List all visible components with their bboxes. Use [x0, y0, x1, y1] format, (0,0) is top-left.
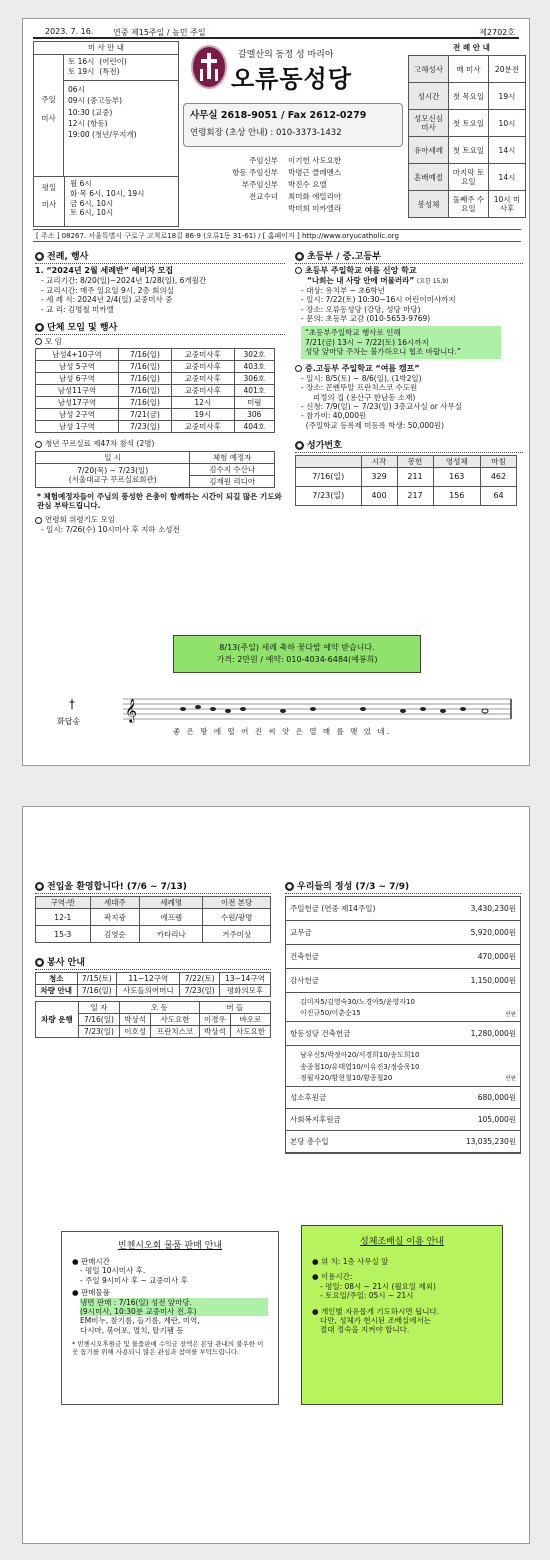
clergy-role: 부주임신부 — [241, 180, 278, 189]
adoration-title: 성체조배실 이용 안내 — [360, 1237, 444, 1247]
rites-cell: 첫 토요일 — [448, 110, 488, 137]
meeting-cell: 7/16(일) — [118, 361, 171, 373]
rites-cell: 유아세례 — [409, 137, 449, 164]
meeting-row — [36, 397, 275, 409]
hymn-cell: 64 — [480, 487, 516, 506]
rites-cell: 10시 — [488, 110, 525, 137]
hymn-header — [296, 456, 517, 468]
meeting-cell: 남성17구역 — [36, 397, 119, 409]
groups-heading: ● 단체 모임 및 행사 — [35, 320, 285, 335]
clergy-list — [208, 155, 341, 215]
meeting-cell: 403호 — [234, 361, 274, 373]
funeral-contact: 연령회장 (초상 안내) : 010-3373-1432 — [190, 128, 342, 138]
sale-noodle-time: (9시미사, 10:30분 교중미사 전.후) — [80, 1307, 268, 1316]
meeting-cell: 7/21(금) — [118, 409, 171, 421]
unit-label: 만원 — [505, 1076, 516, 1083]
hymn-cell: 7/16(일) — [296, 468, 362, 487]
ring-icon — [295, 365, 302, 372]
adoration-box — [301, 1225, 503, 1405]
bulletin-date: 2023. 7. 16. — [45, 27, 94, 36]
cursillo-note: * 체험예정자들이 주님의 풍성한 은총이 함께하는 시간이 되길 많은 기도와 관심 부탁드립니다. — [37, 491, 282, 511]
meeting-cell: 남성4+10구역 — [36, 349, 119, 361]
meetings-subtitle: 모 임 — [45, 336, 62, 346]
offering-amount: 470,000원 — [477, 952, 516, 961]
sale-items-2: 다시마, 볶어포, 멸치, 탈기팸 등 — [80, 1325, 184, 1335]
welcome-cell: 곽지광 — [90, 909, 140, 926]
meeting-cell: 401호 — [234, 385, 274, 397]
liturgy-heading: ● 전례, 행사 — [35, 249, 285, 264]
office-phone: 사무실 2618-9051 / Fax 2612-0279 — [190, 110, 367, 121]
rites-cell: 10시 미사후 — [488, 191, 525, 218]
mass-schedule: 미 사 안 내 주일 미사 토 16시 (어린이) 토 19시 (특전) 06시 09시 (중고등부) 10:30 (교중) 12시 (항동) 19:00 (청년/무지개) 평일 미사 월 6시 화·목 6시, 10시, 19시 금 6시, 10시 토 6시, 10시 — [33, 41, 179, 227]
donor-line: 송종철10/유태엽10/이유진3/정승욱10 — [300, 1062, 420, 1071]
hymn-heading: ● 성가번호 — [295, 438, 523, 453]
parking-notice-line: 성당 앞마당 주차는 불가하오니 협조 바랍니다.” — [305, 347, 461, 357]
rites-row — [409, 137, 526, 164]
offering-heading: ● 우리들의 정성 (7/3 ~ 7/9) — [285, 879, 521, 894]
sale-noodle: 냉면 판매 : 7/16(일) 성전 앞마당. — [80, 1298, 268, 1307]
meeting-cell: 남성 1구역 — [36, 421, 119, 433]
welcome-header-cell: 이전 본당 — [203, 897, 271, 909]
weekday-label: 평일 — [41, 183, 57, 192]
baptism-class-line: - 세 례 식: 2024년 2/4(일) 교중미사 중 — [41, 295, 173, 305]
meeting-cell: 7/23(일) — [118, 421, 171, 433]
meeting-cell: 교중미사후 — [172, 349, 235, 361]
meeting-cell: 남성 6구역 — [36, 373, 119, 385]
welcome-table — [35, 896, 271, 943]
bullet-icon: ● — [286, 883, 293, 890]
offering-label: 교무금 — [290, 928, 312, 937]
rites-title: 전 례 안 내 — [453, 43, 490, 52]
prayer-title: 연령회 위령기도 모임 — [45, 515, 115, 525]
adoration-note-2: 다만, 성체가 현시된 조배실에서는 — [320, 1315, 431, 1325]
adoration-weekend: - 토요일/주일: 05시 ~ 21시 — [320, 1291, 414, 1301]
offering-donors — [286, 1046, 520, 1087]
parking-notice-line: 7/21(금) 13시 ~ 7/22(토) 16시까지 — [305, 337, 429, 347]
offering-amount: 680,000원 — [477, 1092, 516, 1102]
meeting-cell: 남성 5구역 — [36, 361, 119, 373]
hymn-cell: 211 — [397, 468, 433, 487]
offering-amount: 105,000원 — [477, 1114, 516, 1124]
offering-label: 항동성당 건축헌금 — [290, 1029, 351, 1039]
flower-line-2: 가격: 2만원 / 예약: 010-4034-6484(예봉희) — [216, 655, 378, 664]
meeting-row — [36, 361, 275, 373]
offering-row — [286, 1022, 520, 1046]
parking-notice-line: “초등부주일학교 행사로 인해 — [305, 328, 401, 338]
weekday-mass-list — [70, 179, 144, 218]
welcome-cell: 수원/광명 — [203, 909, 271, 926]
summer-school-line: - 장소: 오류동성당 (강당, 성당 마당) — [301, 304, 421, 314]
parish-logo — [191, 45, 227, 89]
sale-items-label: 판매물품 — [80, 1288, 110, 1298]
cross-icon: † — [69, 697, 75, 711]
offering-label: 주일헌금 (연중 제14주일) — [290, 904, 376, 913]
rites-cell: 혼배예절 — [409, 164, 449, 191]
meeting-cell: 7/16(일) — [118, 397, 171, 409]
offering-label: 건축헌금 — [290, 952, 319, 961]
issue-number: 제2702호 — [479, 28, 515, 37]
donor-line: 이진규50/이춘순15 — [300, 1009, 361, 1018]
ring-icon — [295, 267, 302, 274]
baptism-class-line: - 교리기간: 8/20(일)~2024년 1/28(일), 6개월간 — [41, 276, 207, 286]
welcome-header-cell: 세대주 — [90, 897, 140, 909]
welcome-header-cell: 세례명 — [140, 897, 203, 909]
adoration-note-3: 절대 정숙을 지켜야 합니다. — [320, 1325, 410, 1335]
rites-cell: 매 미사 — [448, 56, 488, 83]
hymn-header-cell: 마침 — [480, 456, 516, 468]
rites-cell: 성시간 — [409, 83, 449, 110]
psalm-lyrics: 좋 은 땅 에 떨 어 진 씨 앗 은 열 매 를 맺 었 네. — [173, 727, 392, 736]
hymn-header-cell: 영성체 — [433, 456, 480, 468]
welcome-section — [35, 879, 271, 1038]
psalm-label: 화답송 — [57, 717, 81, 726]
summer-camp-details — [295, 374, 523, 430]
meeting-row — [36, 409, 275, 421]
rites-row — [409, 191, 526, 218]
summer-camp-line: (주일학교 등록제 미등록 학생: 50,000원) — [301, 420, 445, 430]
rites-cell: 봉성체 — [409, 191, 449, 218]
bullet-icon: ● — [72, 1257, 81, 1266]
mass-title: 미 사 안 내 — [34, 42, 178, 55]
bullet-icon: ● — [36, 883, 43, 890]
bullet-icon: ● — [296, 442, 303, 450]
rites-cell: 둘째주 수요일 — [448, 191, 488, 218]
rites-row — [409, 83, 526, 110]
bullet-icon: ● — [312, 1257, 321, 1266]
baptism-class-title: 1. “2024년 2월 세례반” 예비자 모집 — [35, 266, 174, 275]
bulletin-week: 연중 제15주일 / 농민 주일 — [113, 28, 206, 37]
welcome-cell: 에프렘 — [140, 909, 203, 926]
clergy-item — [208, 167, 341, 179]
meeting-cell: 19시 — [172, 409, 235, 421]
rites-cell: 고해성사 — [409, 56, 449, 83]
sale-time-weekday: - 평일 10시미사 후. — [80, 1266, 146, 1276]
summer-school-details — [295, 286, 523, 324]
rites-cell: 19시 — [488, 83, 525, 110]
sunday-mass-item: 06시 — [68, 85, 85, 94]
hymn-header-cell — [296, 456, 362, 468]
meeting-cell: 남성11구역 — [36, 385, 119, 397]
rites-cell: 첫 토요일 — [448, 137, 488, 164]
welcome-cell: 카타리나 — [140, 926, 203, 943]
bullet-icon: ● — [72, 1288, 81, 1298]
clergy-item — [208, 179, 341, 191]
offering-table — [285, 896, 521, 1154]
adoration-time-label: 이용시간: — [320, 1272, 353, 1282]
ring-icon — [35, 441, 42, 448]
baptism-class-line: - 교리시간: 매주 일요일 9시, 2층 회의실 — [41, 285, 174, 295]
adoration-weekday: - 평일: 08시 ~ 21시 (월요일 제외) — [320, 1281, 436, 1291]
sunday-mass-item: 09시 (중고등부) — [68, 96, 123, 106]
summer-school-line: - 일시: 7/22(토) 10:30~16시 어린이미사까지 — [301, 295, 456, 305]
school-heading: ● 초등부 / 중.고등부 — [295, 249, 523, 264]
clergy-item — [208, 203, 341, 215]
cursillo-table: 일 시 체험 예정자 7/20(목) ~ 7/23(일) (서울대교구 꾸르실료회관) 김수지 수산나 김재원 리디아 — [35, 451, 275, 488]
sunday-mass-list — [68, 84, 137, 140]
donor-line: 남우신5/박정아20/서경희10/송도희10 — [300, 1051, 420, 1060]
meeting-cell: 교중미사후 — [172, 385, 235, 397]
bulletin-page-2 — [22, 806, 530, 1544]
hymn-cell: 462 — [480, 468, 516, 487]
summer-school-line: - 대상: 유치부 ~ 초6학년 — [301, 285, 385, 295]
clergy-role: 항동 주임신부 — [232, 168, 278, 177]
offering-row — [286, 945, 520, 969]
hymn-cell: 217 — [397, 487, 433, 506]
welcome-cell: 거주미상 — [203, 926, 271, 943]
left-column — [35, 249, 285, 534]
meeting-cell: 306 — [234, 409, 274, 421]
clergy-name: 이기헌 사도요한 — [288, 156, 342, 165]
meeting-row — [36, 385, 275, 397]
meeting-cell: 302호 — [234, 349, 274, 361]
offering-label: 성소후원금 — [290, 1092, 327, 1102]
welcome-cell: 15-3 — [36, 926, 91, 943]
unit-label: 만원 — [505, 1011, 516, 1018]
offering-amount: 1,280,000원 — [470, 1029, 516, 1039]
meeting-cell: 교중미사후 — [172, 361, 235, 373]
driving-table: 차량 운행 일 자 오 동 버 들 7/16(일) 박상석 사도요한 이경우 바오로 7/23(일) 이호성 프란치스코 박상석 사도요한 — [35, 1001, 271, 1038]
meeting-cell: 남성 2구역 — [36, 409, 119, 421]
offering-row — [286, 1131, 520, 1153]
music-staff — [123, 695, 513, 725]
offering-label: 본당 총수입 — [290, 1136, 329, 1146]
weekday-mass-item: 월 6시 — [70, 179, 92, 188]
welcome-heading: ● 전입을 환영합니다! (7/6 ~ 7/13) — [35, 879, 271, 894]
ring-icon — [35, 338, 42, 345]
meeting-cell: 7/16(일) — [118, 349, 171, 361]
hymn-cell: 7/23(일) — [296, 487, 362, 506]
bullet-icon: ● — [36, 959, 43, 966]
clergy-role: 전교수녀 — [249, 192, 278, 201]
summer-theme: “나희는 내 사랑 안에 머물러라” — [307, 276, 415, 286]
hymn-cell: 329 — [361, 468, 397, 487]
meetings-table — [35, 348, 275, 433]
address-bar: [ 주소 ] 08267. 서울특별시 구로구 고척로18길 86-9 (오류1동 31-61) / [ 홈페이지 ] http://www.oryucatholic.org — [33, 229, 521, 242]
sunday-label: 주일 — [41, 95, 56, 104]
clergy-name: 박명근 클레멘스 — [288, 168, 342, 177]
ring-icon — [35, 517, 42, 524]
parking-notice — [301, 326, 501, 358]
bullet-icon: ● — [296, 253, 303, 260]
welcome-row — [36, 926, 271, 943]
right-column: ● 초등부 / 중.고등부 초등부 주일학교 여름 신앙 학교 “나희는 내 사랑 안에 머물러라” (요한 15,9) - 대상: 유치부 ~ 초6학년 - 일시: 7/22(토) 10:30~16시 어린이미사까지 - 장소: 오류동성당 (강당, 성당 마당) - 문의: 초등부 교감 (010-5653-9769) “초등부주일학교 행사로 인해 7/21(금) 13시 ~ 7/22(토) 16시까지 성당 앞마당 주차는 불가하오니 협조 바랍니다.” 중.고등부 주일학교 “여름 캠프” - 일시: 8/5(토) ~ 8/6(일), (1박2일) - 장소: 꼰벤뚜알 프란치스코 수도원 피정의 집 (용산구 한남동 소재) - 신청: 7/9(일) ~ 7/23(일) 3층교사실 or 사무실 - 참가비: 40,000원 (주일학교 등록제 미등록 학생: 50,000원) ● 성가번호 시작 봉헌 영성체 마침 7/16(일) 329 211 163 462 7/23(일) 400 217 156 64 — [295, 249, 523, 506]
welcome-cell: 12-1 — [36, 909, 91, 926]
meeting-cell: 7/16(일) — [118, 373, 171, 385]
clergy-name: 박진수 요엘 — [288, 180, 327, 189]
parish-title: 오류동성당 — [231, 65, 352, 93]
summer-camp-line: 피정의 집 (용산구 한남동 소재) — [301, 392, 416, 402]
rites-row — [409, 164, 526, 191]
welcome-row — [36, 909, 271, 926]
rites-cell: 첫 목요일 — [448, 83, 488, 110]
offering-donors — [286, 993, 520, 1022]
rites-cell: 성모신심 미사 — [409, 110, 449, 137]
clergy-item — [208, 155, 341, 167]
rites-cell: 14시 — [488, 137, 525, 164]
rites-row — [409, 110, 526, 137]
summer-camp-line: - 일시: 8/5(토) ~ 8/6(일), (1박2일) — [301, 373, 422, 383]
offering-amount: 1,150,000원 — [470, 976, 516, 985]
prayer-details: - 일시: 7/26(수) 10시미사 후 지하 소성전 — [41, 524, 180, 534]
meeting-cell: 306호 — [234, 373, 274, 385]
summer-school-title: 초등부 주일학교 여름 신앙 학교 — [305, 266, 417, 275]
rites-cell: 14시 — [488, 164, 525, 191]
offering-section — [285, 879, 521, 1154]
baptism-class-details — [35, 276, 285, 314]
office-box — [183, 103, 403, 147]
saturday-mass: 토 16시 (어린이) 토 19시 (특전) — [68, 57, 127, 76]
welcome-cell: 김영순 — [90, 926, 140, 943]
sale-note: * 빈첸시오후원금 및 물품판매 수익금 전액은 본당 관내의 불우한 이웃 돕기를 위해 사용되니 많은 관심과 참여를 부탁드립니다. — [72, 1340, 264, 1357]
parish-subtitle: 갈멜산의 동정 성 마리아 — [238, 50, 334, 60]
rites-cell: 마지막 토요일 — [448, 164, 488, 191]
sale-time-label: 판매시간 — [80, 1257, 110, 1266]
summer-camp-line: - 신청: 7/9(일) ~ 7/23(일) 3층교사실 or 사무실 — [301, 402, 462, 412]
adoration-note-1: 개인별 자유롭게 기도하시면 됩니다. — [320, 1306, 440, 1316]
hymn-row — [296, 487, 517, 506]
summer-camp-title: 중.고등부 주일학교 “여름 캠프” — [305, 363, 420, 373]
cursillo-title: 청년 꾸르실료 제47차 참석 (2명) — [45, 439, 155, 449]
offering-row — [286, 921, 520, 945]
meeting-row — [36, 421, 275, 433]
hymn-cell: 163 — [433, 468, 480, 487]
summer-school-line: - 문의: 초등부 교감 (010-5653-9769) — [301, 314, 431, 324]
offering-amount: 13,035,230원 — [465, 1136, 516, 1146]
sunday-mass-item: 12시 (항동) — [68, 118, 108, 128]
summer-camp-line: - 장소: 꼰벤뚜알 프란치스코 수도원 — [301, 383, 418, 393]
offering-row — [286, 969, 520, 993]
sunday-mass-item: 19:00 (청년/무지개) — [68, 130, 137, 139]
summer-camp-line: - 참가비: 40,000원 — [301, 411, 367, 421]
meeting-row — [36, 349, 275, 361]
meeting-row — [36, 373, 275, 385]
rites-cell: 20분전 — [488, 56, 525, 83]
offering-row — [286, 1087, 520, 1109]
hymn-table — [295, 455, 517, 506]
donor-line: 정월자20/황현철10/황종철20 — [300, 1073, 393, 1082]
svg-text:𝄞: 𝄞 — [125, 698, 137, 722]
hymn-row — [296, 468, 517, 487]
meeting-cell: 미림 — [234, 397, 274, 409]
rites-table — [408, 55, 526, 218]
service-heading: ● 봉사 안내 — [35, 955, 271, 970]
offering-amount: 5,920,000원 — [470, 928, 516, 937]
welcome-header-cell: 구역-반 — [36, 897, 91, 909]
meeting-cell: 404호 — [234, 421, 274, 433]
sale-time-sunday: - 주일 9시미사 후 ~ 교중미사 후 — [80, 1275, 188, 1285]
clergy-name: 박미희 미카엘라 — [288, 204, 342, 213]
clergy-role: 주임신부 — [249, 156, 278, 165]
bulletin-page-1 — [22, 18, 530, 766]
donor-line: 김미자5/김영숙30/노경아5/윤영자10 — [300, 998, 415, 1006]
hymn-cell: 400 — [361, 487, 397, 506]
welcome-header — [36, 897, 271, 909]
offering-row — [286, 1109, 520, 1131]
sunday-mass-item: 10:30 (교중) — [68, 107, 113, 117]
hymn-cell: 156 — [433, 487, 480, 506]
header-bar — [33, 27, 519, 39]
sale-items-1: EM비누, 참기름, 들기름, 계란, 미역, — [80, 1316, 200, 1326]
flower-line-1: 8/13(주일) 세례 축하 꽃다발 예약 받습니다. — [219, 643, 375, 652]
clergy-item — [208, 191, 341, 203]
meeting-cell: 12시 — [172, 397, 235, 409]
meeting-cell: 교중미사후 — [172, 373, 235, 385]
bullet-icon: ● — [36, 253, 43, 260]
baptism-class-line: - 교 리: 김명철 미카엘 — [41, 304, 114, 314]
service-table: 청소 7/15(토) 11~12구역 7/22(토) 13~14구역 차량 안내 7/16(일) 사도들의어머니 7/23(일) 평화의모후 — [35, 972, 271, 997]
offering-amount: 3,430,230원 — [470, 904, 516, 913]
weekday-mass-item: 토 6시, 10시 — [70, 208, 114, 218]
offering-row — [286, 897, 520, 921]
weekday-mass-item: 화·목 6시, 10시, 19시 — [70, 188, 145, 198]
sale-title: 빈첸시오회 물품 판매 안내 — [117, 1241, 223, 1251]
offering-label: 감사헌금 — [290, 976, 319, 985]
rites-row — [409, 56, 526, 83]
meeting-cell: 7/16(일) — [118, 385, 171, 397]
adoration-location: 위 치: 1층 사무실 앞 — [320, 1257, 389, 1266]
bullet-icon: ● — [36, 323, 43, 331]
clergy-name: 최미화 에밀리아 — [288, 192, 342, 201]
flower-banner — [173, 635, 421, 673]
weekday-mass-item: 금 6시, 10시 — [70, 198, 114, 208]
hymn-header-cell: 봉헌 — [397, 456, 433, 468]
bullet-icon: ● — [312, 1272, 321, 1282]
offering-label: 사회복지후원금 — [290, 1114, 341, 1124]
meeting-cell: 교중미사후 — [172, 421, 235, 433]
bullet-icon: ● — [312, 1306, 321, 1316]
hymn-header-cell: 시작 — [361, 456, 397, 468]
sale-box — [61, 1231, 279, 1405]
mass-label: 미사 — [41, 113, 56, 123]
